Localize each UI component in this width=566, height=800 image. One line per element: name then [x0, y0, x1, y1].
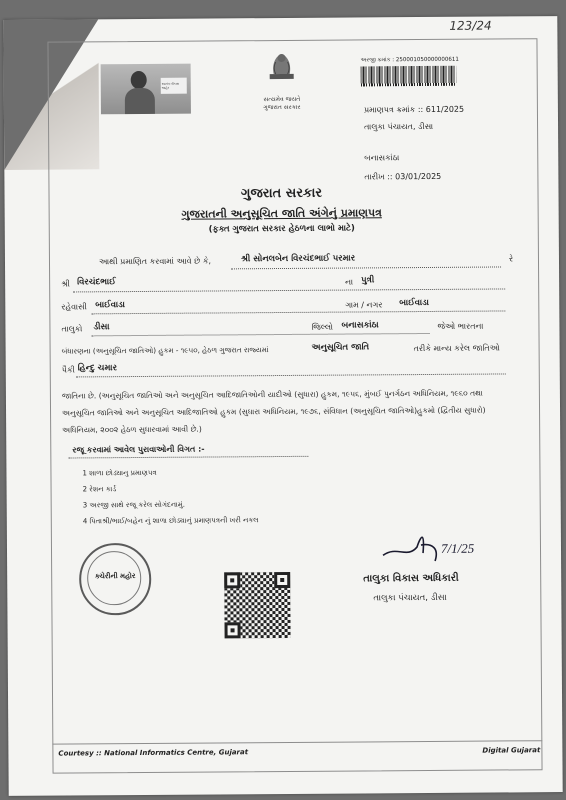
tail-re: રે: [508, 254, 514, 264]
list-item: 1 શાળા છોડ્યાનુ પ્રમાણપત્ર: [82, 468, 157, 478]
caste-tail: તરીકે માન્ય કરેલ જાતિઓ: [413, 343, 500, 354]
signatory-title: તાલુકા વિકાસ અધિકારી: [363, 572, 459, 585]
evidence-heading: રજૂ કરવામાં આવેલ પુરાવાઓની વિગત :-: [72, 444, 205, 455]
father-name: વિરચંદભાઈ: [77, 277, 116, 288]
footer-courtesy: Courtesy :: National Informatics Centre, Gujarat: [58, 748, 249, 758]
issue-date: તારીખ :: 03/01/2025: [364, 171, 442, 182]
applicant-photo: સ્વાતંત્ર નીકાસ જાહેર: [101, 64, 191, 115]
district-label: જિલ્લો: [311, 322, 334, 332]
resident-label: રહેવાસી: [61, 302, 87, 312]
svg-text:7/1/25: 7/1/25: [440, 540, 475, 556]
caste-value: હિન્દુ ચમાર: [77, 363, 117, 374]
list-item: 2 રેશન કાર્ડ: [82, 485, 117, 494]
office-stamp: ક્ચેરીની મહોર: [79, 543, 152, 616]
resident-value: બાઈવાડા: [95, 300, 125, 311]
na-label: ના: [345, 277, 354, 287]
emblem-caption-gujarat: ગુજરાત સરકાર: [263, 103, 301, 112]
taluka-value: ડીસા: [93, 322, 110, 333]
certificate-number: પ્રમાણપત્ર ક્રમાંક :: 611/2025: [363, 104, 465, 115]
village-label: ગામ / નગર: [345, 300, 383, 310]
title-government: ગુજરાત સરકાર: [240, 185, 323, 202]
district-value: બનાસકાંઠા: [341, 320, 379, 331]
applicant-name: શ્રી સોનલબેન વિરચંદભાઈ પરમાર: [240, 253, 356, 265]
list-item: 3 અરજી સાથે રજૂ કરેલ સોગંદનામું.: [82, 500, 185, 510]
legal-paragraph: જાતિના છે. (અનુસૂચિત જાતિઓ અને અનુસૂચિત આદિજાતિઓની યાદીઓ (સુધારા) હુકમ, ૧૯૫૬, મુંબઈ પુનર્ગઠન અધિનિયમ, ૧૯૬૦ તથા અનુસૂચિત જાતિઓ અને અનુસૂચિત આદિજાતિઓ હુકમ (સુધારા અધિનિયમ, ૧૯૭૬, સંવિધાન (અનુસૂચિત જાતિઓ)હુકમો (દ્વિતીય સુધારો) અધિનિયમ, ૨૦૦૨ હેઠળ સુધારવામાં આવી છે.): [61, 388, 486, 435]
national-emblem-icon: [262, 48, 302, 94]
signatory-office: તાલુકા પંચાયત, ડીસા: [373, 592, 447, 604]
caste-prefix: પૈકી: [61, 365, 75, 375]
signature: [377, 524, 507, 569]
evidence-list: [82, 464, 258, 529]
issuing-office: તાલુકા પંચાયત, ડીસા: [364, 121, 434, 132]
village-value: બાઈવાડા: [399, 297, 429, 309]
qr-code: [224, 572, 290, 638]
district-name: બનાસકાંઠા: [364, 153, 400, 163]
title-subtitle: (ફક્ત ગુજરાત સરકાર હેઠળના લાભો માટે): [208, 223, 355, 235]
barcode: [361, 66, 457, 87]
certificate-page: [3, 16, 562, 796]
emblem-caption: સત્યમેવ જયતે: [263, 95, 301, 104]
certify-label: આથી પ્રમાણિત કરવામાં આવે છે કે,: [98, 256, 212, 267]
caste-type: અનુસૂચિત જાતિ: [311, 342, 370, 353]
shri-label: શ્રી: [61, 279, 70, 289]
list-item: 4 પિતાશ્રી/ભાઈ/બહેન નું શાળા છોડ્યાનું પ્રમાણપત્રની ખરી નકલ: [82, 516, 259, 526]
footer-digital-gujarat: Digital Gujarat: [482, 746, 541, 755]
taluka-label: તાલુકો: [61, 324, 83, 334]
constitution-text: બંધારણના (અનુસૂચિત જાતિઓ) હુકમ - ૧૯૫૦, હેઠળ ગુજરાત રાજ્યમાં: [61, 345, 269, 356]
application-number: અરજી ક્રમાંક : 250001050000000611: [360, 56, 459, 64]
handwritten-number: 123/24: [449, 18, 492, 33]
district-tail: જેઓ ભારતના: [437, 321, 484, 331]
title-certificate: ગુજરાતની અનુસૂચિત જાતિ અંગેનું પ્રમાણપત્ર: [181, 206, 382, 221]
relation: પુત્રી: [361, 275, 375, 286]
